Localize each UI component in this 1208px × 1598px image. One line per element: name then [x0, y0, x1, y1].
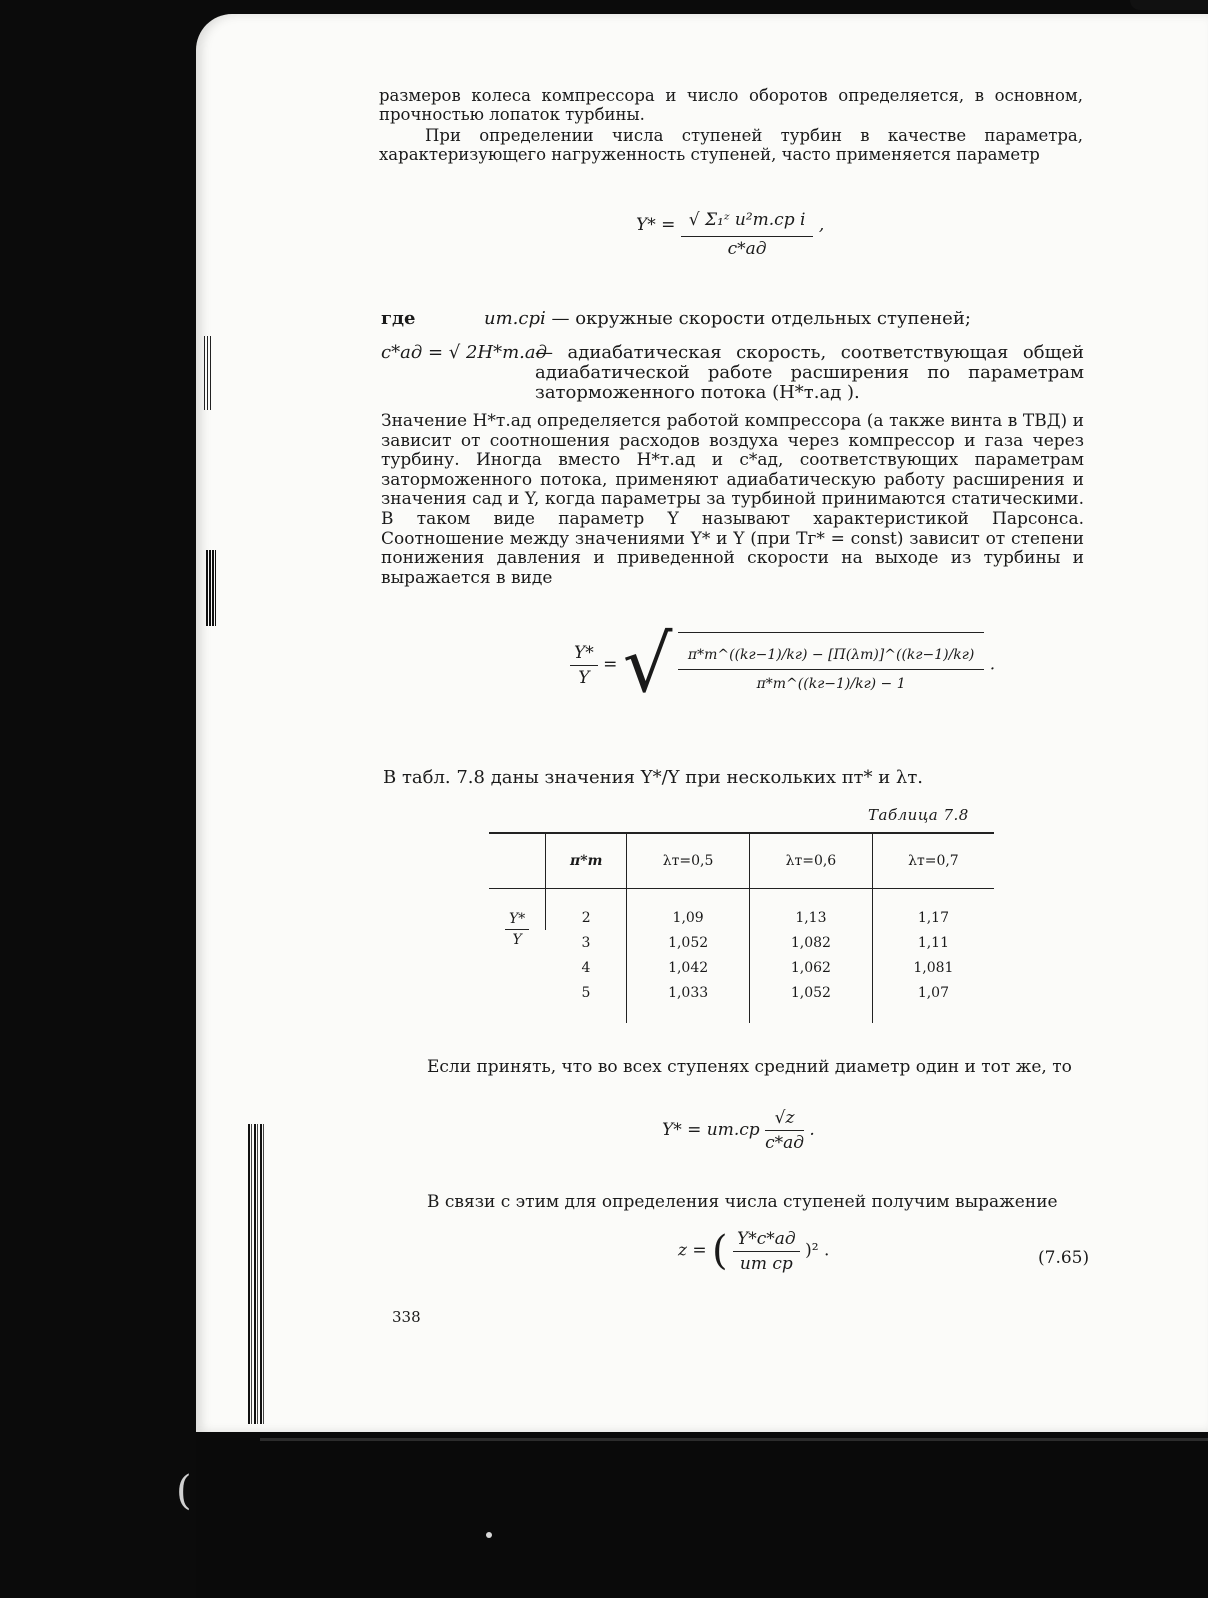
- def-symbol: uт.срi: [484, 308, 546, 329]
- scan-artifact: [248, 1124, 264, 1424]
- definition-2-symbol: c*ад = √ 2H*т.ад: [381, 342, 548, 363]
- paragraph-4: В табл. 7.8 даны значения Y*/Y при нескольких πт* и λт.: [383, 767, 924, 788]
- formula-numerator: √z: [765, 1108, 804, 1131]
- page-number: 338: [392, 1308, 421, 1326]
- row-label: [489, 889, 546, 1024]
- formula-7-65: [678, 1228, 829, 1274]
- equals-sign: =: [603, 654, 618, 675]
- formula-open-paren: (: [712, 1228, 728, 1274]
- definition-1: [484, 309, 1084, 329]
- ratio-lhs: [570, 643, 598, 688]
- where-label: [381, 309, 415, 329]
- scanner-background: [196, 1432, 1208, 1598]
- table-cell: 2: [546, 889, 627, 931]
- formula-numerator: √ Σ₁ᶻ u²т.ср i: [681, 192, 814, 237]
- table-caption: Таблица 7.8: [868, 806, 969, 824]
- header-pi: π*т: [546, 833, 627, 889]
- table-cell: 1,033: [627, 980, 750, 1023]
- header-lambda-05: λт=0,5: [627, 833, 750, 889]
- equation-number: (7.65): [1038, 1248, 1090, 1268]
- header-lambda-07: λт=0,7: [872, 833, 994, 889]
- table-row: [489, 889, 994, 931]
- paragraph-1: размеров колеса компрессора и число оборотов определяется, в основном, прочностью лопаток турбины.: [379, 86, 1083, 124]
- formula-fraction: [765, 1108, 804, 1153]
- formula-fraction: [681, 192, 814, 259]
- values-table: [489, 832, 994, 1023]
- formula-fraction: [733, 1229, 800, 1274]
- table-cell: 1,13: [750, 889, 873, 931]
- ratio-lhs-num: Y*: [570, 643, 598, 666]
- row-label-den: Y: [512, 932, 522, 948]
- table-cell: 1,17: [872, 889, 994, 931]
- ratio-lhs-den: Y: [578, 667, 590, 688]
- formula-numerator: Y*c*ад: [733, 1229, 800, 1252]
- table-cell: 1,052: [750, 980, 873, 1023]
- formula-tail: )² .: [805, 1240, 830, 1261]
- formula-denominator: c*ад: [727, 239, 767, 259]
- ratio-rhs-num: π*т^((kг−1)/kг) − [Π(λт)]^((kг−1)/kг): [678, 641, 984, 670]
- paragraph-3: Значение H*т.ад определяется работой компрессора (а также винта в ТВД) и зависит от соотношения расходов воздуха через компрессор и газа через турбину. Иногда вместо H*т.ад и c*ад, соответствующих параметрам заторможенного потока, применяют адиабатическую работу расширения и значения cад и Y, когда параметры за турбиной принимаются статическими. В таком виде параметр Y называют характеристикой Парсонса. Соотношение между значениями Y* и Y (при Tг* = const) зависит от степени понижения давления и приведенной скорости на выходе из турбины и выражается в виде: [381, 411, 1084, 588]
- table-cell: 1,062: [750, 955, 873, 980]
- paragraph-5: Если принять, что во всех ступенях средний диаметр один и тот же, то: [427, 1057, 1072, 1077]
- definition-2-text: — адиабатическая скорость, соответствующая общей адиабатической работе расширения по параметрам заторможенного потока (H*т.ад ).: [535, 342, 1084, 403]
- ratio-rhs: [678, 632, 984, 698]
- row-label-num: Y*: [505, 911, 529, 930]
- header-lambda-06: λт=0,6: [750, 833, 873, 889]
- table-cell: 3: [581, 934, 591, 951]
- formula-lhs: z =: [678, 1240, 707, 1261]
- formula-denominator: c*ад: [765, 1133, 804, 1153]
- formula-lhs: Y* = uт.ср: [662, 1120, 760, 1140]
- table-cell: 1,11: [872, 930, 994, 955]
- table-cell: 1,09: [627, 889, 750, 931]
- formula-tail: ,: [818, 215, 825, 235]
- table-row: [489, 955, 994, 980]
- table-cell: 1,082: [750, 930, 873, 955]
- table-cell: 1,07: [872, 980, 994, 1023]
- formula-tail: .: [809, 1120, 815, 1140]
- where-text: где: [381, 308, 416, 329]
- table-row: [489, 980, 994, 1023]
- def-text: — окружные скорости отдельных ступеней;: [551, 308, 971, 329]
- table-cell: 4: [581, 959, 591, 976]
- header-empty: [489, 833, 546, 889]
- corner-clip: [1130, 0, 1208, 10]
- table-cell: 1,052: [627, 930, 750, 955]
- table-cell: 1,081: [872, 955, 994, 980]
- table-cell: 1,042: [627, 955, 750, 980]
- page-edge: [260, 1438, 1208, 1441]
- formula-lhs: Y* =: [636, 215, 676, 235]
- paragraph-2: При определении числа ступеней турбин в качестве параметра, характеризующего нагруженность ступеней, часто применяется параметр: [379, 126, 1083, 164]
- scan-artifact: [204, 336, 212, 410]
- scan-mark: (: [176, 1468, 192, 1514]
- scan-artifact: [206, 550, 216, 626]
- formula-tail: .: [989, 654, 996, 675]
- formula-ratio: [570, 620, 996, 710]
- formula-y-star: [636, 192, 824, 259]
- ratio-rhs-den: π*т^((kг−1)/kг) − 1: [756, 676, 906, 692]
- radical-sign: √: [622, 620, 673, 710]
- table-cell: 5: [581, 984, 591, 1001]
- table-row: [489, 930, 994, 955]
- paragraph-6: В связи с этим для определения числа ступеней получим выражение: [427, 1192, 1058, 1212]
- formula-denominator: uт ср: [739, 1253, 793, 1274]
- formula-y-star-equal-diam: [662, 1108, 815, 1153]
- dust-speck: [486, 1532, 492, 1538]
